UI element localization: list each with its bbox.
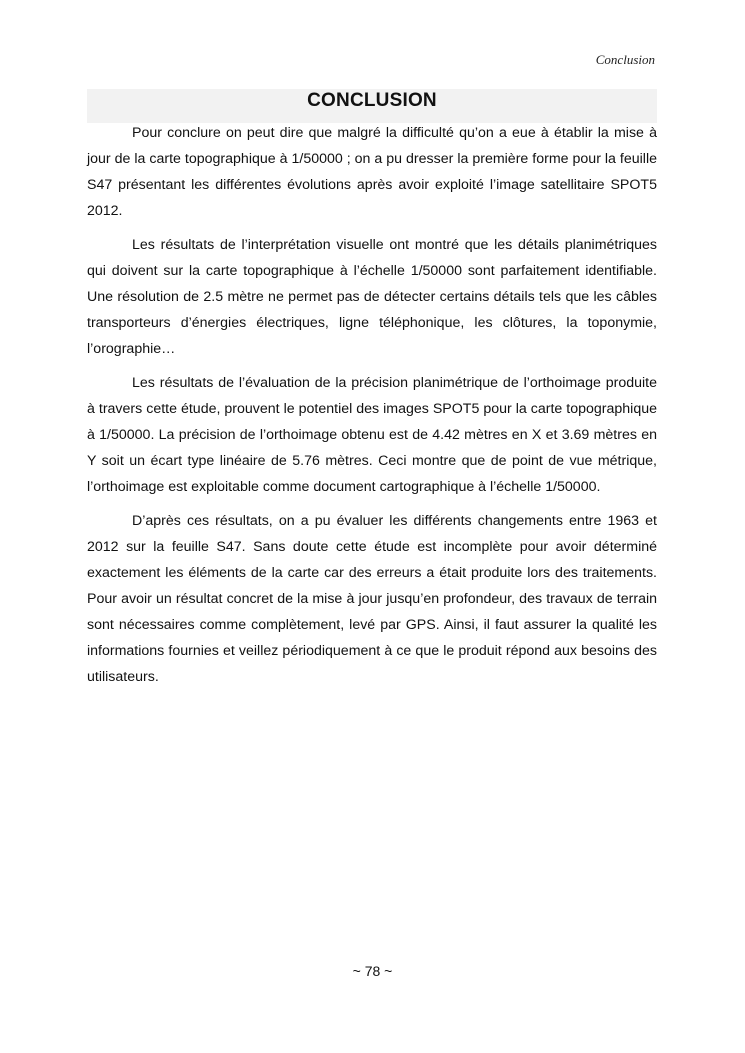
paragraph-2: Les résultats de l’interprétation visuelle ont montré que les détails planimétriques qui doivent sur la carte topographique à l’échelle 1/50000 sont parfaitement identifiable. Une résolution de 2.5 mètre ne permet pas de détecter certains détails tels que les câbles transporteurs d’énergies électriques, ligne téléphonique, les clôtures, la toponymie, l’orographie… <box>87 237 657 357</box>
body-text <box>87 120 657 698</box>
section-title: CONCLUSION <box>307 90 437 111</box>
running-header: Conclusion <box>595 52 655 67</box>
paragraph-4: D’après ces résultats, on a pu évaluer les différents changements entre 1963 et 2012 sur la feuille S47. Sans doute cette étude est incomplète pour avoir déterminé exactement les éléments de la carte car des erreurs a était produite lors des traitements. Pour avoir un résultat concret de la mise à jour jusqu’en profondeur, des travaux de terrain sont nécessaires comme complètement, levé par GPS. Ainsi, il faut assurer la qualité les informations fournies et veillez périodiquement à ce que le produit répond aux besoins des utilisateurs. <box>87 513 657 685</box>
section-title-bar <box>87 89 657 123</box>
paragraph-3: Les résultats de l’évaluation de la précision planimétrique de l’orthoimage produite à travers cette étude, prouvent le potentiel des images SPOT5 pour la carte topographique à 1/50000. La précision de l’orthoimage obtenu est de 4.42 mètres en X et 3.69 mètres en Y soit un écart type linéaire de 5.76 mètres. Ceci montre que de point de vue métrique, l’orthoimage est exploitable comme document cartographique à l’échelle 1/50000. <box>87 375 657 495</box>
paragraph-1: Pour conclure on peut dire que malgré la difficulté qu’on a eue à établir la mise à jour de la carte topographique à 1/50000 ; on a pu dresser la première forme pour la feuille S47 présentant les différentes évolutions après avoir exploité l’image satellitaire SPOT5 2012. <box>87 125 657 219</box>
page-number: ~ 78 ~ <box>352 963 393 979</box>
